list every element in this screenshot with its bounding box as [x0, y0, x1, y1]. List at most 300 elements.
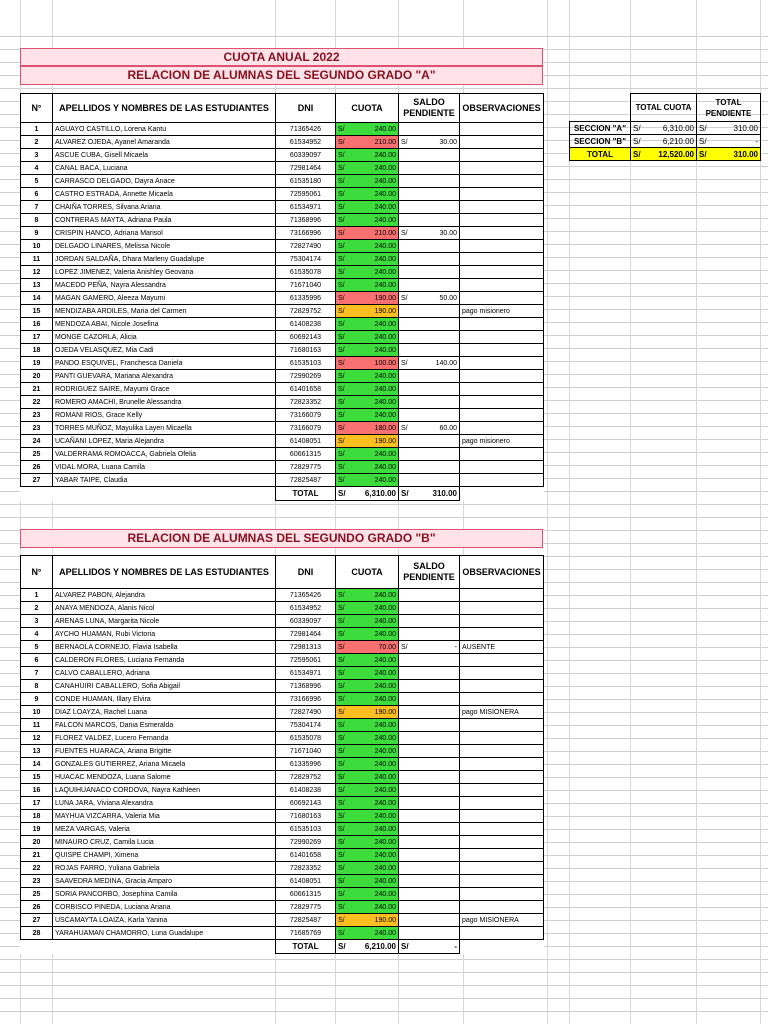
student-name: SORIA PANCORBO, Josephina Camila [53, 888, 276, 901]
amount: 240.00 [374, 604, 396, 612]
row-number: 24 [21, 435, 53, 448]
row-number: 11 [21, 253, 53, 266]
summary-pendiente [697, 148, 761, 161]
table-row [21, 810, 544, 823]
saldo-pendiente [399, 628, 460, 641]
table-row [21, 136, 544, 149]
saldo-pendiente [399, 667, 460, 680]
table-row [21, 409, 544, 422]
student-name: LAQUIHUANACO CORDOVA, Nayra Kathleen [53, 784, 276, 797]
saldo-pendiente [399, 888, 460, 901]
row-number: 13 [21, 279, 53, 292]
saldo-pendiente [399, 875, 460, 888]
amount: 190.00 [374, 708, 396, 716]
cuota-amount [336, 422, 399, 435]
saldo-pendiente [399, 422, 460, 435]
saldo-pendiente [399, 214, 460, 227]
student-dni: 61401658 [276, 849, 336, 862]
student-dni: 61535103 [276, 357, 336, 370]
amount: 310.00 [432, 489, 457, 498]
saldo-pendiente [399, 175, 460, 188]
amount: - [454, 942, 457, 951]
currency-symbol: S/ [338, 591, 345, 599]
gridline [0, 985, 768, 986]
amount: 240.00 [374, 747, 396, 755]
saldo-pendiente [399, 383, 460, 396]
table-row [21, 266, 544, 279]
summary-header-pendiente: TOTAL PENDIENTE [697, 94, 761, 122]
amount: 240.00 [374, 463, 396, 471]
cuota-amount-wrap [338, 824, 396, 835]
student-name: CANAL BACA, Luciana [53, 162, 276, 175]
amount: 240.00 [374, 721, 396, 729]
cuota-amount-wrap [338, 785, 396, 796]
cuota-amount [336, 383, 399, 396]
currency-symbol: S/ [338, 851, 345, 859]
cuota-amount [336, 719, 399, 732]
student-dni: 75304174 [276, 719, 336, 732]
table-row [21, 875, 544, 888]
currency-symbol: S/ [338, 695, 345, 703]
saldo-pendiente [399, 680, 460, 693]
amount: 240.00 [374, 242, 396, 250]
observacion [460, 628, 544, 641]
cuota-amount [336, 797, 399, 810]
observacion [460, 771, 544, 784]
student-dni: 61535180 [276, 175, 336, 188]
total-label: TOTAL [276, 940, 336, 954]
row-number: 6 [21, 188, 53, 201]
student-dni: 61535078 [276, 266, 336, 279]
cuota-amount-wrap [338, 616, 396, 627]
table-row [21, 680, 544, 693]
student-name: AGUAYO CASTILLO, Lorena Kantu [53, 123, 276, 136]
row-number: 3 [21, 615, 53, 628]
student-name: PANTI GUEVARA, Mariana Alexandra [53, 370, 276, 383]
table-row [21, 279, 544, 292]
cuota-amount [336, 914, 399, 927]
summary-pendiente-wrap [699, 150, 758, 159]
col-header-num: N° [21, 556, 53, 589]
cuota-amount [336, 188, 399, 201]
saldo-pendiente [399, 641, 460, 654]
table-row [21, 370, 544, 383]
student-name: MAYHUA VIZCARRA, Valeria Mia [53, 810, 276, 823]
row-number: 16 [21, 784, 53, 797]
currency-symbol: S/ [338, 669, 345, 677]
cuota-amount-wrap [338, 332, 396, 343]
observacion [460, 654, 544, 667]
row-number: 4 [21, 628, 53, 641]
cuota-amount-wrap [338, 889, 396, 900]
table-row [21, 227, 544, 240]
amount: 240.00 [374, 255, 396, 263]
student-dni: 71368996 [276, 680, 336, 693]
saldo-pendiente [399, 732, 460, 745]
cuota-amount-wrap [338, 850, 396, 861]
cuota-amount [336, 149, 399, 162]
amount: - [454, 643, 457, 651]
summary-label: TOTAL [570, 148, 631, 161]
row-number: 20 [21, 370, 53, 383]
currency-symbol: S/ [338, 760, 345, 768]
saldo-pendiente [399, 797, 460, 810]
saldo-pendiente [399, 849, 460, 862]
observacion [460, 136, 544, 149]
saldo-pendiente [399, 474, 460, 487]
gridline [0, 1011, 768, 1012]
student-dni: 72981464 [276, 162, 336, 175]
table-row [21, 706, 544, 719]
table-row [21, 784, 544, 797]
observacion [460, 292, 544, 305]
cuota-amount [336, 474, 399, 487]
currency-symbol: S/ [401, 229, 408, 237]
cuota-amount [336, 409, 399, 422]
cuota-amount-wrap [338, 189, 396, 200]
table-row [21, 305, 544, 318]
student-dni: 75304174 [276, 253, 336, 266]
amount: 240.00 [374, 695, 396, 703]
row-number: 26 [21, 901, 53, 914]
cuota-amount [336, 693, 399, 706]
row-number: 20 [21, 836, 53, 849]
cuota-amount-wrap [338, 720, 396, 731]
amount: 240.00 [374, 203, 396, 211]
observacion [460, 175, 544, 188]
student-name: ALVAREZ OJEDA, Ayanel Amaranda [53, 136, 276, 149]
table-row [21, 240, 544, 253]
cuota-amount [336, 849, 399, 862]
currency-symbol: S/ [338, 734, 345, 742]
student-name: CONTRERAS MAYTA, Adriana Paula [53, 214, 276, 227]
row-number: 22 [21, 862, 53, 875]
observacion [460, 784, 544, 797]
table-row [21, 396, 544, 409]
row-number: 10 [21, 240, 53, 253]
amount: 6,210.00 [364, 942, 396, 951]
col-header-obs: OBSERVACIONES [460, 556, 544, 589]
student-name: PANDO ESQUIVEL, Franchesca Daniela [53, 357, 276, 370]
student-dni: 60692143 [276, 797, 336, 810]
amount: 240.00 [374, 669, 396, 677]
summary-pendiente-wrap [699, 137, 758, 146]
currency-symbol: S/ [338, 320, 345, 328]
amount: 70.00 [378, 643, 396, 651]
amount: 240.00 [374, 268, 396, 276]
cuota-amount-wrap [338, 423, 396, 434]
col-header-num: N° [21, 94, 53, 123]
amount: 240.00 [374, 825, 396, 833]
cuota-amount [336, 175, 399, 188]
row-number: 5 [21, 641, 53, 654]
student-name: HUACAC MENDOZA, Luana Salome [53, 771, 276, 784]
row-number: 25 [21, 888, 53, 901]
currency-symbol: S/ [633, 149, 641, 159]
student-dni: 61408238 [276, 784, 336, 797]
table-row [21, 745, 544, 758]
student-dni: 60339097 [276, 615, 336, 628]
cuota-amount-wrap [338, 811, 396, 822]
amount: 6,210.00 [662, 136, 694, 146]
student-name: ROMERO AMACHI, Brunelle Alessandra [53, 396, 276, 409]
currency-symbol: S/ [338, 333, 345, 341]
blank-cell [460, 487, 544, 501]
currency-symbol: S/ [401, 942, 409, 951]
currency-symbol: S/ [338, 890, 345, 898]
row-number: 22 [21, 396, 53, 409]
row-number: 5 [21, 175, 53, 188]
saldo-pendiente [399, 862, 460, 875]
student-dni: 61335996 [276, 292, 336, 305]
cuota-amount [336, 732, 399, 745]
cuota-amount [336, 292, 399, 305]
cuota-amount [336, 461, 399, 474]
summary-pendiente [697, 122, 761, 135]
saldo-pendiente [399, 758, 460, 771]
cuota-amount [336, 344, 399, 357]
student-dni: 72825487 [276, 914, 336, 927]
cuota-amount [336, 667, 399, 680]
saldo-pendiente [399, 602, 460, 615]
student-dni: 71365426 [276, 589, 336, 602]
row-number: 8 [21, 680, 53, 693]
observacion [460, 719, 544, 732]
blank-cell [21, 487, 53, 501]
cuota-amount-wrap [338, 293, 396, 304]
row-number: 21 [21, 849, 53, 862]
cuota-amount-wrap [338, 410, 396, 421]
cuota-amount-wrap [338, 137, 396, 148]
section-b-rows [21, 589, 544, 954]
saldo-pendiente [399, 448, 460, 461]
saldo-pendiente [399, 823, 460, 836]
table-row [21, 615, 544, 628]
summary-label: SECCION "A" [570, 122, 631, 135]
col-header-dni: DNI [276, 556, 336, 589]
student-name: SAAVEDRA MEDINA, Gracia Amparo [53, 875, 276, 888]
amount: 180.00 [374, 424, 396, 432]
student-name: MENDOZA ABAI, Nicole Josefina [53, 318, 276, 331]
currency-symbol: S/ [338, 656, 345, 664]
currency-symbol: S/ [338, 942, 346, 951]
student-name: CRISPIN HANCO, Adriana Marisol [53, 227, 276, 240]
student-dni: 73166079 [276, 422, 336, 435]
observacion [460, 732, 544, 745]
saldo-pendiente [399, 654, 460, 667]
summary-cuota-wrap [633, 150, 694, 159]
saldo-pendiente [399, 901, 460, 914]
saldo-pendiente [399, 771, 460, 784]
table-row [21, 344, 544, 357]
student-name: GONZALES GUTIERREZ, Ariana Micaela [53, 758, 276, 771]
student-dni: 61535078 [276, 732, 336, 745]
row-number: 7 [21, 201, 53, 214]
observacion [460, 396, 544, 409]
gridline [0, 959, 768, 960]
amount: 240.00 [374, 333, 396, 341]
summary-pendiente-wrap [699, 124, 758, 133]
saldo-pendiente [399, 357, 460, 370]
row-number: 15 [21, 771, 53, 784]
row-number: 3 [21, 149, 53, 162]
currency-symbol: S/ [338, 307, 345, 315]
summary-header-cuota: TOTAL CUOTA [631, 94, 697, 122]
cuota-amount-wrap [338, 915, 396, 926]
amount: 240.00 [374, 346, 396, 354]
observacion [460, 875, 544, 888]
saldo-pendiente [399, 292, 460, 305]
col-header-dni: DNI [276, 94, 336, 123]
summary-corner [570, 94, 631, 122]
cuota-amount-wrap [338, 759, 396, 770]
table-row [21, 175, 544, 188]
table-row [21, 214, 544, 227]
currency-symbol: S/ [338, 255, 345, 263]
summary-cuota [631, 135, 697, 148]
saldo-pendiente [399, 253, 460, 266]
col-header-saldo: SALDO PENDIENTE [399, 556, 460, 589]
cuota-amount [336, 615, 399, 628]
row-number: 10 [21, 706, 53, 719]
gridline-col [547, 0, 548, 1024]
cuota-amount-wrap [338, 590, 396, 601]
student-name: AYCHO HUAMAN, Rubi Victoria [53, 628, 276, 641]
table-row [21, 149, 544, 162]
cuota-amount-wrap [338, 798, 396, 809]
total-cuota-wrap [338, 941, 396, 952]
currency-symbol: S/ [338, 825, 345, 833]
table-row [21, 201, 544, 214]
student-dni: 72823352 [276, 862, 336, 875]
student-dni: 71368996 [276, 214, 336, 227]
row-number: 14 [21, 292, 53, 305]
section-a-rows [21, 123, 544, 501]
row-number: 23 [21, 422, 53, 435]
row-number: 19 [21, 357, 53, 370]
amount: 100.00 [374, 359, 396, 367]
observacion [460, 461, 544, 474]
observacion [460, 693, 544, 706]
student-name: MENDIZABA ARDILES, Maria del Carmen [53, 305, 276, 318]
currency-symbol: S/ [338, 164, 345, 172]
table-row [21, 461, 544, 474]
table-row [21, 719, 544, 732]
cuota-amount-wrap [338, 837, 396, 848]
saldo-pendiente-wrap [401, 642, 457, 653]
student-dni: 72981313 [276, 641, 336, 654]
saldo-pendiente [399, 914, 460, 927]
observacion [460, 448, 544, 461]
cuota-amount-wrap [338, 228, 396, 239]
cuota-amount [336, 370, 399, 383]
saldo-pendiente [399, 344, 460, 357]
cuota-amount-wrap [338, 202, 396, 213]
currency-symbol: S/ [401, 138, 408, 146]
saldo-pendiente [399, 836, 460, 849]
amount: 240.00 [374, 760, 396, 768]
saldo-pendiente [399, 240, 460, 253]
student-name: UCAÑANI LOPEZ, Maria Alejandra [53, 435, 276, 448]
student-dni: 72823352 [276, 396, 336, 409]
cuota-amount-wrap [338, 176, 396, 187]
student-name: CHAIÑA TORRES, Silvana Ariana [53, 201, 276, 214]
cuota-amount [336, 318, 399, 331]
observacion [460, 201, 544, 214]
student-dni: 72990269 [276, 370, 336, 383]
observacion [460, 357, 544, 370]
cuota-amount [336, 771, 399, 784]
observacion [460, 318, 544, 331]
row-number: 18 [21, 810, 53, 823]
amount: 30.00 [439, 138, 457, 146]
currency-symbol: S/ [338, 812, 345, 820]
observacion [460, 123, 544, 136]
col-header-cuota: CUOTA [336, 94, 399, 123]
observacion [460, 927, 544, 940]
currency-symbol: S/ [338, 229, 345, 237]
saldo-pendiente [399, 706, 460, 719]
student-dni: 73166996 [276, 693, 336, 706]
currency-symbol: S/ [338, 864, 345, 872]
student-name: JORDAN SALDAÑA, Dhara Marleny Guadalupe [53, 253, 276, 266]
section-b-banner: RELACION DE ALUMNAS DEL SEGUNDO GRADO "B" [20, 529, 543, 548]
currency-symbol: S/ [338, 476, 345, 484]
cuota-amount-wrap [338, 163, 396, 174]
amount: 240.00 [374, 812, 396, 820]
summary-label: SECCION "B" [570, 135, 631, 148]
observacion [460, 797, 544, 810]
cuota-amount [336, 331, 399, 344]
row-number: 25 [21, 448, 53, 461]
cuota-amount-wrap [338, 449, 396, 460]
cuota-amount [336, 641, 399, 654]
row-number: 12 [21, 266, 53, 279]
cuota-amount-wrap [338, 150, 396, 161]
observacion [460, 383, 544, 396]
table-row [21, 628, 544, 641]
student-dni: 72595061 [276, 654, 336, 667]
cuota-amount [336, 396, 399, 409]
amount: 240.00 [374, 656, 396, 664]
table-row [21, 927, 544, 940]
student-dni: 73166079 [276, 409, 336, 422]
currency-symbol: S/ [338, 643, 345, 651]
amount: 240.00 [374, 851, 396, 859]
amount: 30.00 [439, 229, 457, 237]
amount: 240.00 [374, 411, 396, 419]
student-dni: 72829752 [276, 305, 336, 318]
student-name: TORRES MUÑOZ, Mayulika Layen Micaella [53, 422, 276, 435]
cuota-amount [336, 927, 399, 940]
observacion: pago misionero [460, 305, 544, 318]
blank-cell [53, 487, 276, 501]
total-saldo-wrap [401, 488, 457, 499]
observacion [460, 240, 544, 253]
cuota-amount-wrap [338, 772, 396, 783]
cuota-amount-wrap [338, 694, 396, 705]
table-row [21, 383, 544, 396]
table-row [21, 771, 544, 784]
currency-symbol: S/ [338, 682, 345, 690]
observacion [460, 862, 544, 875]
currency-symbol: S/ [338, 385, 345, 393]
cuota-amount-wrap [338, 681, 396, 692]
currency-symbol: S/ [401, 643, 408, 651]
amount: 240.00 [374, 682, 396, 690]
student-name: BERNAOLA CORNEJO, Flavia Isabella [53, 641, 276, 654]
currency-symbol: S/ [338, 190, 345, 198]
